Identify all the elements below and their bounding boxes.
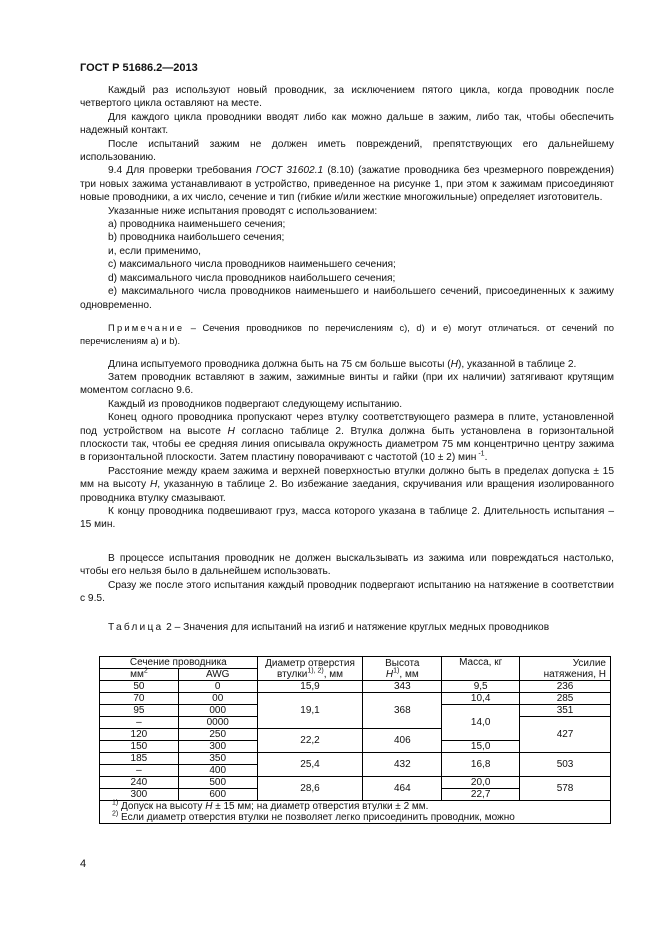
cell-height: 368 xyxy=(363,693,442,729)
cell-force: 578 xyxy=(520,777,611,801)
paragraph: Указанные ниже испытания проводят с использованием: xyxy=(108,205,378,217)
cell-awg: 00 xyxy=(178,693,257,705)
paragraph: После испытаний зажим не должен иметь повреждений, препятствующих его дальнейшему использованию. xyxy=(80,138,614,164)
cell-diameter: 28,6 xyxy=(257,777,363,801)
cell-diameter: 15,9 xyxy=(257,681,363,693)
cell-mass: 10,4 xyxy=(442,693,520,705)
page-number: 4 xyxy=(80,858,87,870)
list-item: c) максимального числа проводников наименьшего сечения; xyxy=(108,259,396,271)
header-force: Усилие натяжения, Н xyxy=(520,657,611,681)
paragraph: Конец одного проводника пропускают через втулку соответствующего размера в плите, установленной под устройством на высоте H согласно таблице 2. Втулка должна быть установлена в горизонтальной плоскости так, чтобы ее средняя линия описывала окружность диаметром 75 мм концентрично центру зажима в горизонтальной плоскости. Затем пластину поворачивают с частотой (10 ± 2) мин $^{-1}$. xyxy=(80,412,614,464)
table-footnotes xyxy=(100,801,611,824)
cell-force: 351 xyxy=(520,705,611,717)
cell-mass: 22,7 xyxy=(442,789,520,801)
table-header-row xyxy=(100,657,611,669)
test-values-table xyxy=(99,656,611,824)
cell-mass: 15,0 xyxy=(442,741,520,753)
note-label: Примечание xyxy=(108,321,185,333)
cell-awg: 000 xyxy=(178,705,257,717)
footnotes-cell xyxy=(100,801,611,824)
cell-awg: 0000 xyxy=(178,717,257,729)
table-row xyxy=(100,681,611,693)
footnote-1: $^{1)}$ Допуск на высоту H ± 15 мм; на диаметр отверстия втулки ± 2 мм. xyxy=(112,799,429,812)
cell-mm2: 50 xyxy=(100,681,179,693)
paragraph: Сразу же после этого испытания каждый проводник подвергают испытанию на натяжение в соответствии с 9.5. xyxy=(80,579,614,604)
paragraph: Для каждого цикла проводники вводят либо как можно дальше в зажим, либо так, чтобы обеспечить надежный контакт. xyxy=(80,111,614,137)
cell-awg: 400 xyxy=(178,765,257,777)
header-section: Сечение проводника xyxy=(100,657,258,669)
cell-mm2: 150 xyxy=(100,741,179,753)
paragraph: Каждый из проводников подвергают следующему испытанию. xyxy=(108,398,403,410)
note: Примечание – Сечения проводников по перечислениям c), d) и e) могут отличаться. от сечений по перечислениям a) и b). xyxy=(80,321,614,346)
cell-awg: 500 xyxy=(178,777,257,789)
cell-mm2: 185 xyxy=(100,753,179,765)
cell-height: 464 xyxy=(363,777,442,801)
header-mass: Масса, кг xyxy=(442,657,520,681)
cell-diameter: 25,4 xyxy=(257,753,363,777)
header-height: Высота $H^{1)}$, мм xyxy=(363,657,442,681)
paragraph: Длина испытуемого проводника должна быть на 75 см больше высоты (H), указанной в таблице 2. xyxy=(108,358,577,370)
cell-mass: 14,0 xyxy=(442,705,520,741)
paragraph: Каждый раз используют новый проводник, за исключением пятого цикла, когда проводник после четвертого цикла оставляют на месте. xyxy=(80,85,614,110)
cell-force: 427 xyxy=(520,717,611,753)
cell-mm2: 70 xyxy=(100,693,179,705)
cell-awg: 600 xyxy=(178,789,257,801)
paragraph-9-4: 9.4 Для проверки требования ГОСТ 31602.1 (8.10) (зажатие проводника без чрезмерного повреждения) три новых зажима устанавливают в устройство, приведенное на рисунке 1, при этом к зажимам присоединяют новые проводники, а их число, сечение и тип (гибкие и/или жесткие многожильные) определяет изготовитель. xyxy=(80,165,614,204)
cell-mass: 20,0 xyxy=(442,777,520,789)
table-row xyxy=(100,777,611,789)
cell-diameter: 22,2 xyxy=(257,729,363,753)
cell-mm2: 120 xyxy=(100,729,179,741)
list-item: и, если применимо, xyxy=(108,245,201,257)
list-item: e) максимального числа проводников наименьшего и наибольшего сечений, присоединенных к зажиму одновременно. xyxy=(80,286,614,311)
standard-reference: ГОСТ 31602.1 xyxy=(255,165,324,177)
list-item: a) проводника наименьшего сечения; xyxy=(108,219,286,231)
cell-mm2: – xyxy=(100,765,179,777)
cell-awg: 300 xyxy=(178,741,257,753)
cell-awg: 350 xyxy=(178,753,257,765)
list-item: b) проводника наибольшего сечения; xyxy=(108,232,285,244)
header-awg: AWG xyxy=(178,669,257,681)
cell-diameter: 19,1 xyxy=(257,693,363,729)
footnote-2: $^{2)}$ Если диаметр отверстия втулки не позволяет легко присоединить проводник, можно xyxy=(112,810,515,823)
table-caption: Таблица 2 – Значения для испытаний на изгиб и натяжение круглых медных проводников xyxy=(108,622,550,634)
list-item: d) максимального числа проводников наибольшего сечения; xyxy=(108,272,396,284)
paragraph: Расстояние между краем зажима и верхней поверхностью втулки должно быть в пределах допуска ± 15 мм на высоту H, указанную в таблице 2. Во избежание заедания, скручивания или вращения изолированного проводника втулку смазывают. xyxy=(80,465,614,504)
cell-force: 285 xyxy=(520,693,611,705)
table-row xyxy=(100,693,611,705)
cell-awg: 250 xyxy=(178,729,257,741)
cell-mm2: 240 xyxy=(100,777,179,789)
document-header: ГОСТ Р 51686.2—2013 xyxy=(80,62,198,74)
cell-force: 503 xyxy=(520,753,611,777)
cell-force: 236 xyxy=(520,681,611,693)
paragraph: К концу проводника подвешивают груз, масса которого указана в таблице 2. Длительность испытания – 15 мин. xyxy=(80,505,614,531)
header-mm2: $мм^2$ xyxy=(100,669,179,681)
cell-mass: 16,8 xyxy=(442,753,520,777)
cell-mm2: 300 xyxy=(100,789,179,801)
document-body xyxy=(80,84,614,647)
cell-awg: 0 xyxy=(178,681,257,693)
table-caption-label: Таблица xyxy=(108,622,164,634)
table-row xyxy=(100,753,611,765)
cell-height: 343 xyxy=(363,681,442,693)
paragraph: Затем проводник вставляют в зажим, зажимные винты и гайки (при их наличии) затягивают крутящим моментом согласно 9.6. xyxy=(80,371,614,397)
cell-mm2: 95 xyxy=(100,705,179,717)
cell-height: 432 xyxy=(363,753,442,777)
header-diameter: Диаметр отверстия втулки$^{1), 2)}$, мм xyxy=(257,657,363,681)
cell-mass: 9,5 xyxy=(442,681,520,693)
cell-height: 406 xyxy=(363,729,442,753)
cell-mm2: – xyxy=(100,717,179,729)
paragraph: В процессе испытания проводник не должен выскальзывать из зажима или повреждаться настолько, чтобы его нельзя было в дальнейшем использовать. xyxy=(80,552,614,578)
